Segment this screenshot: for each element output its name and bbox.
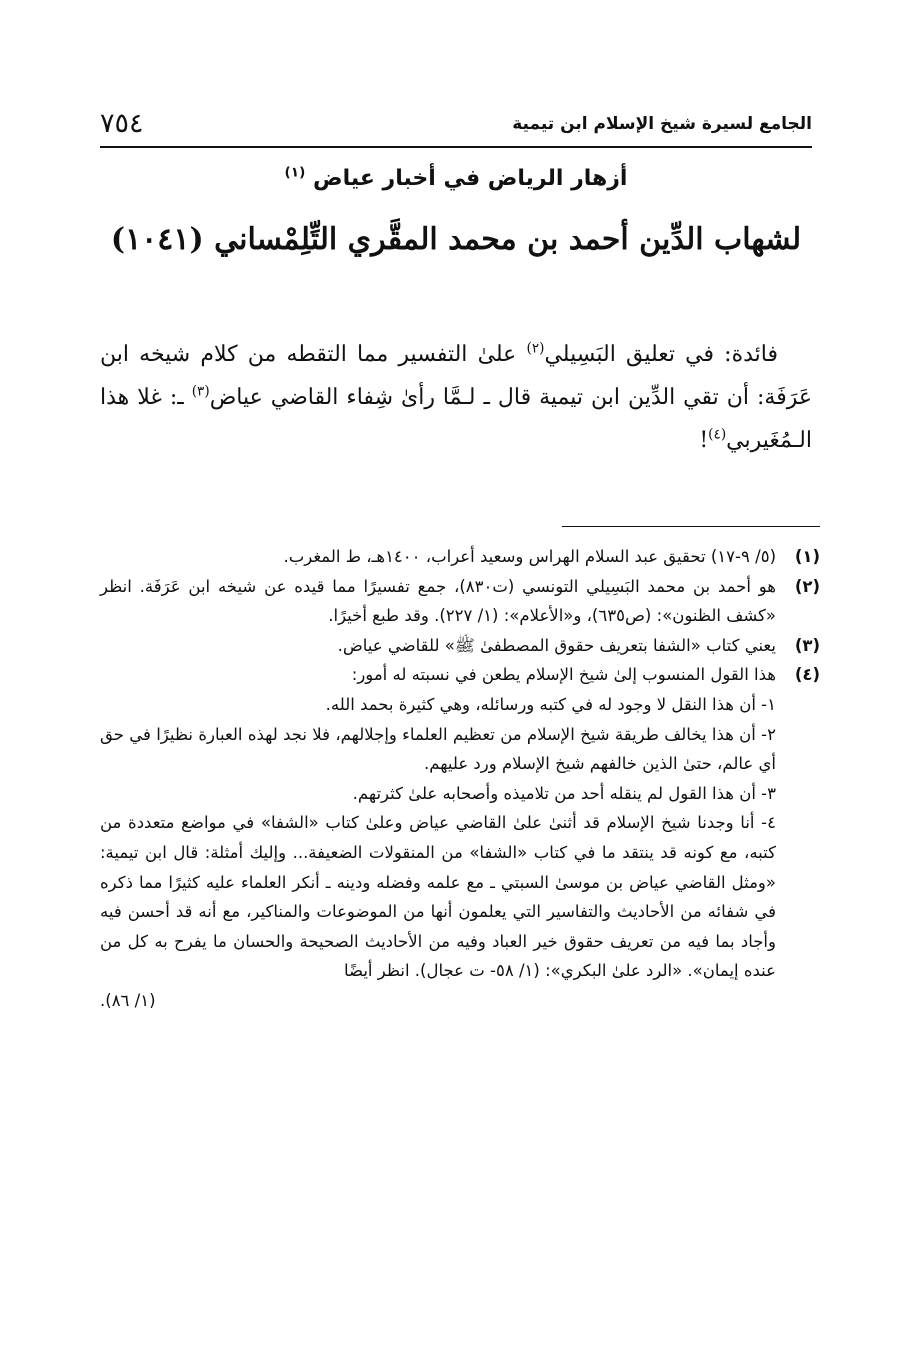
section-title-text: أزهار الرياض في أخبار عياض	[313, 166, 628, 191]
body-text-part-3: ـ: غلا هذا الـمُغَيربي	[100, 385, 812, 453]
footnote-text: هو أحمد بن محمد البَسِيلي التونسي (ت٨٣٠)، جمع تفسيرًا مما قيده عن شيخه ابن عَرَفَة. انظر «كشف الظنون»: (ص٦٣٥)، و«الأعلام»: (١/ ٢٢٧). وقد طبع أخيرًا.	[100, 576, 776, 626]
footnote-mark: (١)	[794, 547, 820, 566]
page-number: ٧٥٤	[100, 108, 144, 139]
footnote-point: ٤- أنا وجدنا شيخ الإسلام قد أثنىٰ علىٰ القاضي عياض وعلىٰ كتاب «الشفا» في مواضع متعددة من كتبه، مع كونه قد ينتقد ما في كتاب «الشفا» من المنقولات الضعيفة... وإليك أمثلة: قال ابن تيمية: «ومثل القاضي عياض بن موسىٰ السبتي ـ مع علمه وفضله ودينه ـ أنكر العلماء عليه كثيرًا مما ذكره في شفائه من الأحاديث والتفاسير التي يعلمون أنها من الموضوعات والمناكير، مع أنه قد أحسن فيه وأجاد بما فيه من تعريف حقوق خير العباد وفيه من الأحاديث الصحيحة والحسان ما يفرح به كل من عنده إيمان». «الرد علىٰ البكري»: (١/ ٥٨- ت عجال). انظر أيضًا	[100, 813, 776, 981]
footnotes	[100, 542, 820, 1016]
footnote-ref-2: (٢)	[526, 340, 545, 357]
footnote-point: ١- أن هذا النقل لا وجود له في كتبه ورسائله، وهي كثيرة بحمد الله.	[325, 694, 776, 714]
body-text-part-4: !	[699, 428, 709, 453]
footnote	[100, 572, 820, 631]
footnote-point: ٢- أن هذا يخالف طريقة شيخ الإسلام من تعظيم العلماء وإجلالهم، فلا نجد لهذه العبارة نظيرًا في حق أي عالم، حتىٰ الذين خالفهم شيخ الإسلام ورد عليهم.	[100, 724, 776, 774]
header-rule	[100, 146, 812, 148]
footnote	[100, 660, 820, 1015]
body-text-part-2: علىٰ التفسير مما التقطه من كلام شيخه ابن عَرَفَة: أن تقي الدِّين ابن تيمية قال ـ لـمَّا رأىٰ شِفاء القاضي عياض	[100, 342, 812, 410]
footnote-ref-4: (٤)	[708, 426, 727, 443]
footnote-ref-3: (٣)	[191, 383, 210, 400]
footnote-point: ٣- أن هذا القول لم ينقله أحد من تلاميذه وأصحابه علىٰ كثرتهم.	[352, 783, 776, 803]
footnote	[100, 542, 820, 572]
footnote-mark: (٣)	[794, 635, 820, 655]
body-paragraph	[100, 333, 812, 462]
footnote-text: (٥/ ٩-١٧) تحقيق عبد السلام الهراس وسعيد أعراب، ١٤٠٠هـ، ط المغرب.	[283, 547, 776, 566]
footnote-point-end: (١/ ٨٦).	[100, 990, 156, 1010]
footnote	[100, 631, 820, 661]
footnote-mark: (٢)	[794, 576, 820, 596]
page-header	[100, 110, 812, 146]
footnote-text: يعني كتاب «الشفا بتعريف حقوق المصطفىٰ ﷺ» للقاضي عياض.	[337, 635, 776, 655]
footnote-mark: (٤)	[794, 665, 820, 685]
author-line: لشهاب الدِّين أحمد بن محمد المقَّري التِّلِمْساني (١٠٤١)	[110, 222, 802, 257]
footnote-4-body	[100, 660, 776, 1015]
footnote-ref-1: (١)	[284, 164, 306, 181]
footnote-separator	[562, 526, 820, 527]
footnote-text: هذا القول المنسوب إلىٰ شيخ الإسلام يطعن في نسبته له أمور:	[351, 665, 776, 685]
body-text-part-1: فائدة: في تعليق البَسِيلي	[544, 342, 778, 367]
section-title	[100, 166, 812, 191]
running-title: الجامع لسيرة شيخ الإسلام ابن تيمية	[512, 114, 812, 134]
